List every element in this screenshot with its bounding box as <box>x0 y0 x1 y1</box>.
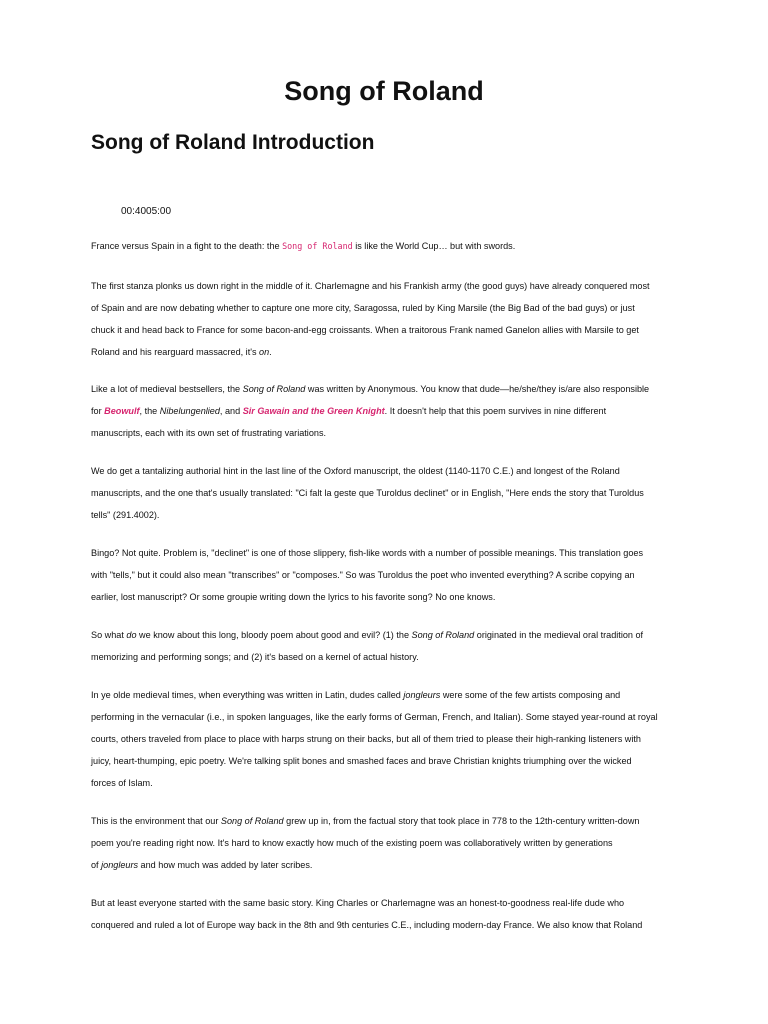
paragraph-line <box>91 400 691 422</box>
paragraph-line <box>91 378 691 400</box>
paragraph-line <box>91 684 691 706</box>
emphasis: jongleurs <box>403 690 441 700</box>
paragraph-3 <box>91 378 691 444</box>
paragraph-line: The first stanza plonks us down right in the middle of it. Charlemagne and his Frankish army (the good guys) have already conquered most <box>91 281 650 291</box>
paragraph-line: Bingo? Not quite. Problem is, "declinet" is one of those slippery, fish-like words with a number of possible meanings. This translation goes <box>91 548 644 558</box>
emphasis: Nibelungenlied <box>159 406 220 416</box>
paragraph-9 <box>91 892 691 936</box>
paragraph-2 <box>91 275 691 363</box>
paragraph-line <box>91 235 691 257</box>
emphasis: on <box>259 347 270 357</box>
sir-gawain-link[interactable]: Sir Gawain and the Green Knight <box>242 406 385 416</box>
emphasis: Song of Roland <box>220 816 284 826</box>
emphasis: jongleurs <box>101 860 139 870</box>
paragraph-line <box>91 810 691 832</box>
paragraph-line: performing in the vernacular (i.e., in spoken languages, like the early forms of German, French, and Italian). Some stayed year-round at royal <box>91 712 658 722</box>
paragraph-line: manuscripts, and the one that's usually translated: "Ci falt la geste que Turoldus declinet" or in English, "Here ends the story that Turoldus <box>91 488 644 498</box>
paragraph-line: poem you're reading right now. It's hard to know exactly how much of the existing poem was collaboratively written by generations <box>91 838 613 848</box>
text-run: , and <box>219 406 243 416</box>
text-run: was written by Anonymous. You know that dude—he/she/they is/are also responsible <box>305 384 650 394</box>
emphasis: do <box>126 630 137 640</box>
emphasis: Song of Roland <box>411 630 475 640</box>
song-of-roland-link[interactable]: Song of Roland <box>282 241 353 251</box>
text-run: In ye olde medieval times, when everything was written in Latin, dudes called <box>91 690 404 700</box>
paragraph-7 <box>91 684 691 794</box>
paragraph-line: of Spain and are now debating whether to capture one more city, Saragossa, ruled by King Marsile (the Big Bad of the bad guys) or just <box>91 303 635 313</box>
paragraph-line: with "tells," but it could also mean "transcribes" or "composes." So was Turoldus the poet who invented everything? A scribe copying an <box>91 570 635 580</box>
text-run: So what <box>91 630 127 640</box>
document-title: Song of Roland <box>284 76 484 106</box>
text-run: and how much was added by later scribes. <box>138 860 313 870</box>
text-run: for <box>91 406 105 416</box>
paragraph-line: juicy, heart-thumping, epic poetry. We're talking split bones and smashed faces and brave Christian knights triumphing over the wicked <box>91 756 632 766</box>
paragraph-line: But at least everyone started with the same basic story. King Charles or Charlemagne was an honest-to-goodness real-life dude who <box>91 898 625 908</box>
section-title: Song of Roland Introduction <box>91 131 375 154</box>
paragraph-line <box>91 624 691 646</box>
paragraph-line <box>91 341 691 363</box>
text-run: France versus Spain in a fight to the death: the <box>91 241 283 251</box>
text-run: grew up in, from the factual story that took place in 778 to the 12th-century written-down <box>283 816 640 826</box>
text-run: were some of the few artists composing and <box>440 690 621 700</box>
paragraph-line: chuck it and head back to France for some bacon-and-egg croissants. When a traitorous Frank named Ganelon allies with Marsile to get <box>91 325 639 335</box>
text-run: of <box>91 860 102 870</box>
timecode: 00:4005:00 <box>121 206 172 217</box>
paragraph-8 <box>91 810 691 876</box>
paragraph-line: memorizing and performing songs; and (2) it's based on a kernel of actual history. <box>91 652 419 662</box>
text-run: This is the environment that our <box>91 816 221 826</box>
beowulf-link[interactable]: Beowulf <box>104 406 140 416</box>
paragraph-1 <box>91 235 691 257</box>
text-run: is like the World Cup… but with swords. <box>352 241 516 251</box>
emphasis: Song of Roland <box>242 384 306 394</box>
paragraph-4 <box>91 460 691 526</box>
text-run: we know about this long, bloody poem about good and evil? (1) the <box>136 630 412 640</box>
paragraph-line: conquered and ruled a lot of Europe way back in the 8th and 9th centuries C.E., including modern-day France. We also know that Roland <box>91 920 643 930</box>
text-run: Roland and his rearguard massacred, it's <box>91 347 260 357</box>
paragraph-line: courts, others traveled from place to place with harps strung on their backs, but all of them tried to please their high-ranking listeners with <box>91 734 641 744</box>
paragraph-line: earlier, lost manuscript? Or some groupie writing down the lyrics to his favorite song? No one knows. <box>91 592 496 602</box>
paragraph-line: forces of Islam. <box>91 778 153 788</box>
paragraph-line: tells" (291.4002). <box>91 510 160 520</box>
paragraph-5 <box>91 542 691 608</box>
text-run: Like a lot of medieval bestsellers, the <box>91 384 243 394</box>
text-run: , the <box>139 406 160 416</box>
paragraph-6 <box>91 624 691 668</box>
text-run: . <box>269 347 272 357</box>
text-run: originated in the medieval oral tradition of <box>474 630 644 640</box>
paragraph-line <box>91 854 691 876</box>
text-run: . It doesn't help that this poem survives in nine different <box>384 406 607 416</box>
paragraph-line: manuscripts, each with its own set of frustrating variations. <box>91 428 327 438</box>
paragraph-line: We do get a tantalizing authorial hint in the last line of the Oxford manuscript, the oldest (1140-1170 C.E.) and longest of the Roland <box>91 466 620 476</box>
